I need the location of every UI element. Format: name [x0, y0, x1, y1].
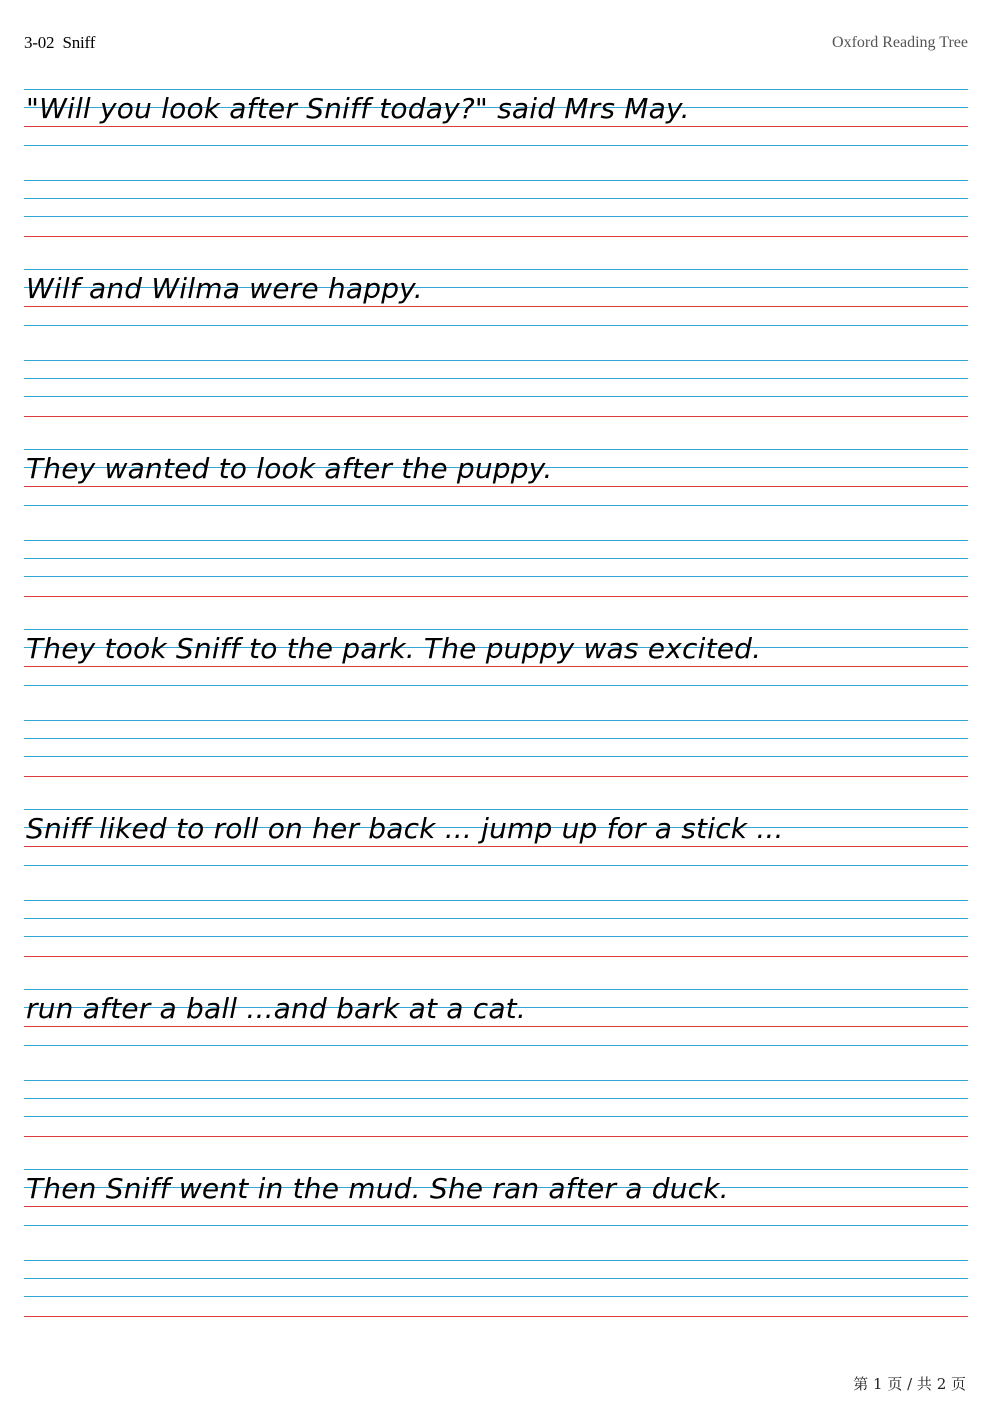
- header-title: 3-02 Sniff: [24, 33, 96, 52]
- guide-rule: [24, 1278, 968, 1279]
- baseline-rule: [24, 236, 968, 237]
- practice-block: [24, 89, 968, 269]
- guide-rule: [24, 360, 968, 361]
- practice-sentence: They took Sniff to the park. The puppy was excited.: [26, 632, 762, 665]
- practice-block: [24, 629, 968, 809]
- practice-sentence: Then Sniff went in the mud. She ran after a duck.: [26, 1172, 729, 1205]
- guide-rule: [24, 1098, 968, 1099]
- practice-sentence: They wanted to look after the puppy.: [26, 452, 553, 485]
- guide-rule: [24, 576, 968, 577]
- practice-block: [24, 809, 968, 989]
- guide-rule: [24, 505, 968, 506]
- baseline-rule: [24, 416, 968, 417]
- practice-block: [24, 989, 968, 1169]
- guide-rule: [24, 865, 968, 866]
- guide-rule: [24, 325, 968, 326]
- guide-rule: [24, 1080, 968, 1081]
- practice-sentence: Sniff liked to roll on her back ... jump up for a stick ...: [26, 812, 784, 845]
- guide-rule: [24, 900, 968, 901]
- guide-rule: [24, 180, 968, 181]
- baseline-rule: [24, 1136, 968, 1137]
- guide-rule: [24, 198, 968, 199]
- practice-sentence: "Will you look after Sniff today?" said Mrs May.: [26, 92, 690, 125]
- guide-rule: [24, 216, 968, 217]
- header-series: Oxford Reading Tree: [832, 34, 968, 51]
- practice-block: [24, 269, 968, 449]
- practice-block: [24, 449, 968, 629]
- guide-rule: [24, 378, 968, 379]
- guide-rule: [24, 558, 968, 559]
- guide-rule: [24, 396, 968, 397]
- guide-rule: [24, 1225, 968, 1226]
- page-number: 第 1 页 / 共 2 页: [853, 1375, 966, 1393]
- guide-rule: [24, 1260, 968, 1261]
- guide-rule: [24, 1045, 968, 1046]
- baseline-rule: [24, 956, 968, 957]
- guide-rule: [24, 540, 968, 541]
- guide-rule: [24, 145, 968, 146]
- baseline-rule: [24, 596, 968, 597]
- guide-rule: [24, 720, 968, 721]
- guide-rule: [24, 685, 968, 686]
- guide-rule: [24, 918, 968, 919]
- baseline-rule: [24, 776, 968, 777]
- baseline-rule: [24, 1316, 968, 1317]
- guide-rule: [24, 1116, 968, 1117]
- practice-sentence: Wilf and Wilma were happy.: [26, 272, 423, 305]
- practice-sentence: run after a ball ...and bark at a cat.: [26, 992, 526, 1025]
- guide-rule: [24, 936, 968, 937]
- practice-block: [24, 1169, 968, 1349]
- guide-rule: [24, 1296, 968, 1297]
- guide-rule: [24, 738, 968, 739]
- guide-rule: [24, 756, 968, 757]
